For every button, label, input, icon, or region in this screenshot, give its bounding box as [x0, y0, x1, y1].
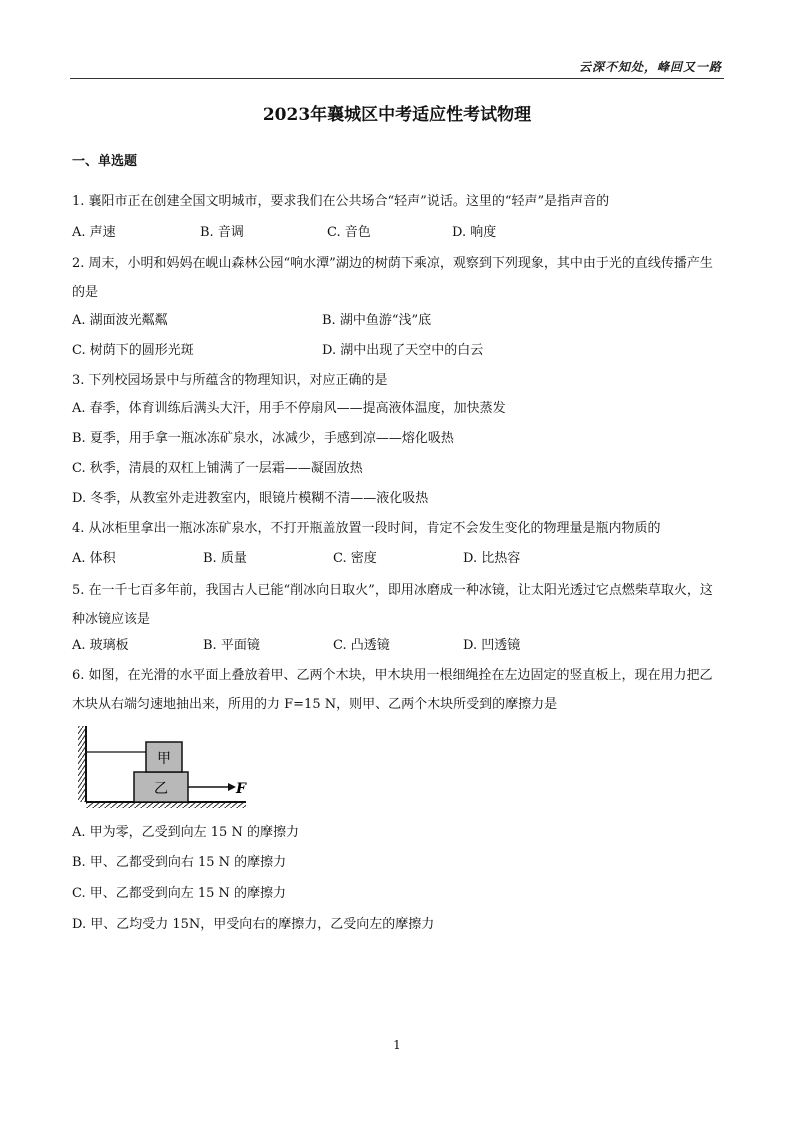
q5-option-c: C. 凸透镜	[333, 638, 390, 653]
question-3: 3. 下列校园场景中与所蕴含的物理知识，对应正确的是	[72, 373, 388, 388]
q5-option-d: D. 凹透镜	[463, 638, 521, 653]
question-5: 5. 在一千七百多年前，我国古人已能“削冰向日取火”，即用冰磨成一种冰镜，让太阳光透过它点燃柴草取火，这种冰镜应该是	[72, 583, 713, 627]
q5-option-b: B. 平面镜	[203, 638, 260, 653]
header-rule	[70, 78, 724, 79]
q1-option-d: D. 响度	[452, 225, 497, 240]
question-1: 1. 襄阳市正在创建全国文明城市，要求我们在公共场合“轻声”说话。这里的“轻声”是指声音的	[72, 194, 610, 209]
question-6: 6. 如图，在光滑的水平面上叠放着甲、乙两个木块，甲木块用一根细绳拴在左边固定的竖直板上，现在用力把乙木块从右端匀速地抽出来，所用的力 F=15 N，则甲、乙两个木块所受到的摩擦力是	[72, 668, 713, 712]
page-number: 1	[393, 1038, 401, 1052]
q6-option-b: B. 甲、乙都受到向右 15 N 的摩擦力	[72, 855, 287, 870]
q3-option-d: D. 冬季，从教室外走进教室内，眼镜片模糊不清——液化吸热	[72, 491, 429, 506]
block-yi-label: 乙	[154, 781, 168, 797]
block-jia-label: 甲	[157, 751, 171, 767]
question-2: 2. 周末，小明和妈妈在岘山森林公园“响水潭”湖边的树荫下乘凉，观察到下列现象，其中由于光的直线传播产生的是	[72, 256, 713, 300]
section-heading: 一、单选题	[72, 154, 138, 169]
q1-option-b: B. 音调	[200, 225, 244, 240]
wall-hatch	[78, 726, 86, 802]
q4-option-c: C. 密度	[333, 551, 377, 566]
header-motto: 云深不知处，峰回又一路	[578, 60, 722, 74]
q4-option-d: D. 比热容	[463, 551, 521, 566]
q3-option-c: C. 秋季，清晨的双杠上铺满了一层霜——凝固放热	[72, 461, 363, 476]
q3-option-a: A. 春季，体育训练后满头大汗，用手不停扇风——提高液体温度，加快蒸发	[72, 401, 506, 416]
friction-diagram	[70, 722, 250, 812]
q6-option-d: D. 甲、乙均受力 15N，甲受向右的摩擦力，乙受向左的摩擦力	[72, 917, 435, 932]
q2-option-a: A. 湖面波光粼粼	[72, 313, 168, 328]
q1-option-a: A. 声速	[72, 225, 116, 240]
q2-option-c: C. 树荫下的圆形光斑	[72, 343, 194, 358]
q2-option-b: B. 湖中鱼游“浅”底	[322, 313, 432, 328]
q4-option-a: A. 体积	[72, 551, 116, 566]
page-title: 2023年襄城区中考适应性考试物理	[262, 105, 532, 125]
q4-option-b: B. 质量	[203, 551, 247, 566]
q6-option-c: C. 甲、乙都受到向左 15 N 的摩擦力	[72, 886, 287, 901]
q1-option-c: C. 音色	[327, 225, 371, 240]
q6-option-a: A. 甲为零，乙受到向左 15 N 的摩擦力	[72, 825, 299, 840]
force-label: F	[236, 781, 246, 797]
q2-option-d: D. 湖中出现了天空中的白云	[322, 343, 484, 358]
q3-option-b: B. 夏季，用手拿一瓶冰冻矿泉水，冰减少，手感到凉——熔化吸热	[72, 431, 454, 446]
question-4: 4. 从冰柜里拿出一瓶冰冻矿泉水，不打开瓶盖放置一段时间，肯定不会发生变化的物理量是瓶内物质的	[72, 521, 661, 536]
q5-option-a: A. 玻璃板	[72, 638, 129, 653]
force-arrowhead	[228, 783, 236, 791]
